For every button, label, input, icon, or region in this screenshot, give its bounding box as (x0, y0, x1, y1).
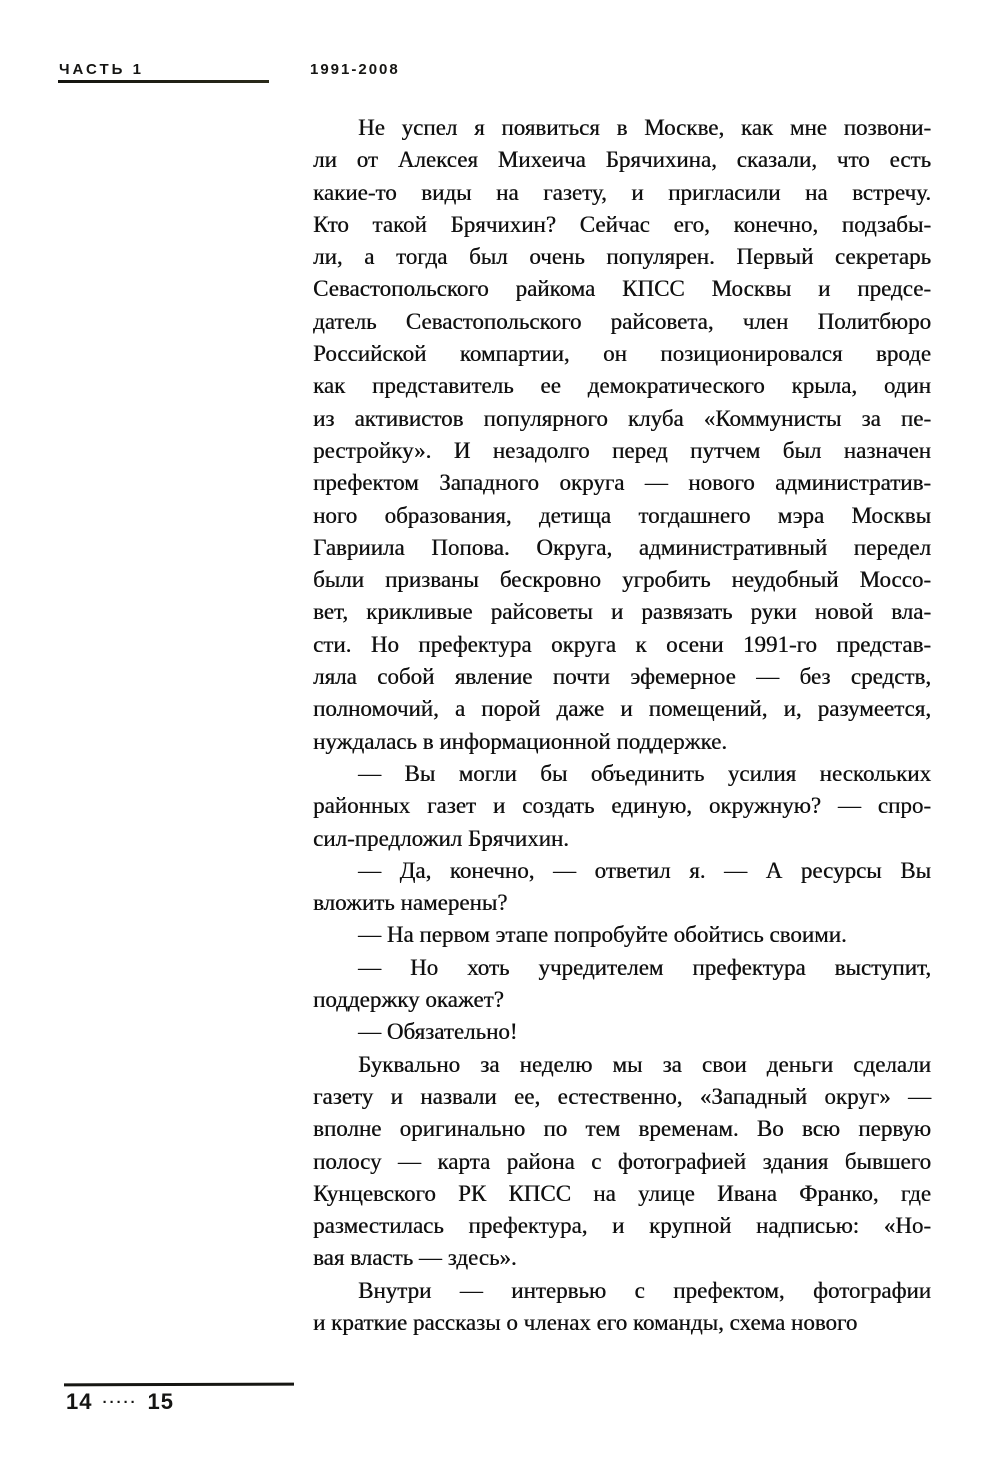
text-line: — Вы могли бы объединить усилия нескольких (358, 760, 931, 786)
text-line: разместилась префектура, и крупной надписью: «Но- (313, 1213, 931, 1239)
text-line: полосу — карта района с фотографией здания бывшего (313, 1148, 931, 1174)
text-line: — Но хоть учредителем префектура выступит, (358, 954, 931, 980)
text-line: вая власть — здесь». (313, 1245, 517, 1271)
text-line: полномочий, а порой даже и помещений, и, разумеется, (313, 696, 931, 722)
text-line: вложить намерены? (313, 890, 508, 916)
text-line: и краткие рассказы о членах его команды, схема нового (313, 1309, 858, 1335)
text-line: ляла собой явление почти эфемерное — без средств, (313, 664, 931, 690)
text-line: были призваны бескровно угробить неудобный Моссо- (313, 567, 931, 593)
folio-dots: ····· (102, 1394, 138, 1411)
running-head (0, 0, 1000, 100)
footer-rule (64, 1383, 294, 1386)
text-line: — Обязательно! (358, 1019, 518, 1045)
text-line: Севастопольского райкома КПСС Москвы и предсе- (313, 276, 931, 302)
text-line: вет, крикливые райсоветы и развязать руки новой вла- (313, 599, 931, 625)
part-label: ЧАСТЬ 1 (59, 61, 144, 78)
text-line: датель Севастопольского райсовета, член Политбюро (313, 308, 931, 334)
page-number-left: 14 (66, 1389, 93, 1414)
text-line: какие-то виды на газету, и пригласили на встречу. (313, 179, 931, 205)
text-line: газету и назвали ее, естественно, «Западный округ» — (313, 1083, 931, 1109)
text-line: Внутри — интервью с префектом, фотографии (358, 1277, 931, 1303)
text-line: Буквально за неделю мы за свои деньги сделали (358, 1051, 931, 1077)
text-line: вполне оригинально по тем временам. Во всю первую (313, 1116, 931, 1142)
folio (66, 1389, 174, 1415)
text-line: рестройку». И незадолго перед путчем был назначен (313, 437, 931, 463)
text-line: — На первом этапе попробуйте обойтись своими. (358, 922, 847, 948)
text-line: префектом Западного округа — нового административ- (313, 470, 931, 496)
text-line: Кунцевского РК КПСС на улице Ивана Франко, где (313, 1180, 931, 1206)
text-line: сил-предложил Брячихин. (313, 825, 569, 851)
text-line: ли от Алексея Михеича Брячихина, сказали, что есть (313, 147, 931, 173)
header-rule (58, 80, 269, 83)
page-number-right: 15 (147, 1389, 174, 1414)
text-line: из активистов популярного клуба «Коммунисты за пе- (313, 405, 931, 431)
text-line: Гавриила Попова. Округа, административный передел (313, 534, 931, 560)
text-line: Российской компартии, он позиционировался вроде (313, 341, 931, 367)
text-line: — Да, конечно, — ответил я. — А ресурсы Вы (358, 857, 931, 883)
text-line: районных газет и создать единую, окружную? — спро- (313, 793, 931, 819)
text-column (313, 112, 931, 1339)
text-line: ли, а тогда был очень популярен. Первый секретарь (313, 244, 931, 270)
text-line: сти. Но префектура округа к осени 1991-го представ- (313, 631, 931, 657)
years-label: 1991-2008 (310, 61, 400, 78)
text-line: как представитель ее демократического крыла, один (313, 373, 931, 399)
text-line: ного образования, детища тогдашнего мэра Москвы (313, 502, 931, 528)
text-line: нуждалась в информационной поддержке. (313, 728, 728, 754)
text-line: Не успел я появиться в Москве, как мне позвони- (358, 115, 931, 140)
text-line: поддержку окажет? (313, 987, 504, 1013)
text-line: Кто такой Брячихин? Сейчас его, конечно, подзабы- (313, 211, 931, 237)
